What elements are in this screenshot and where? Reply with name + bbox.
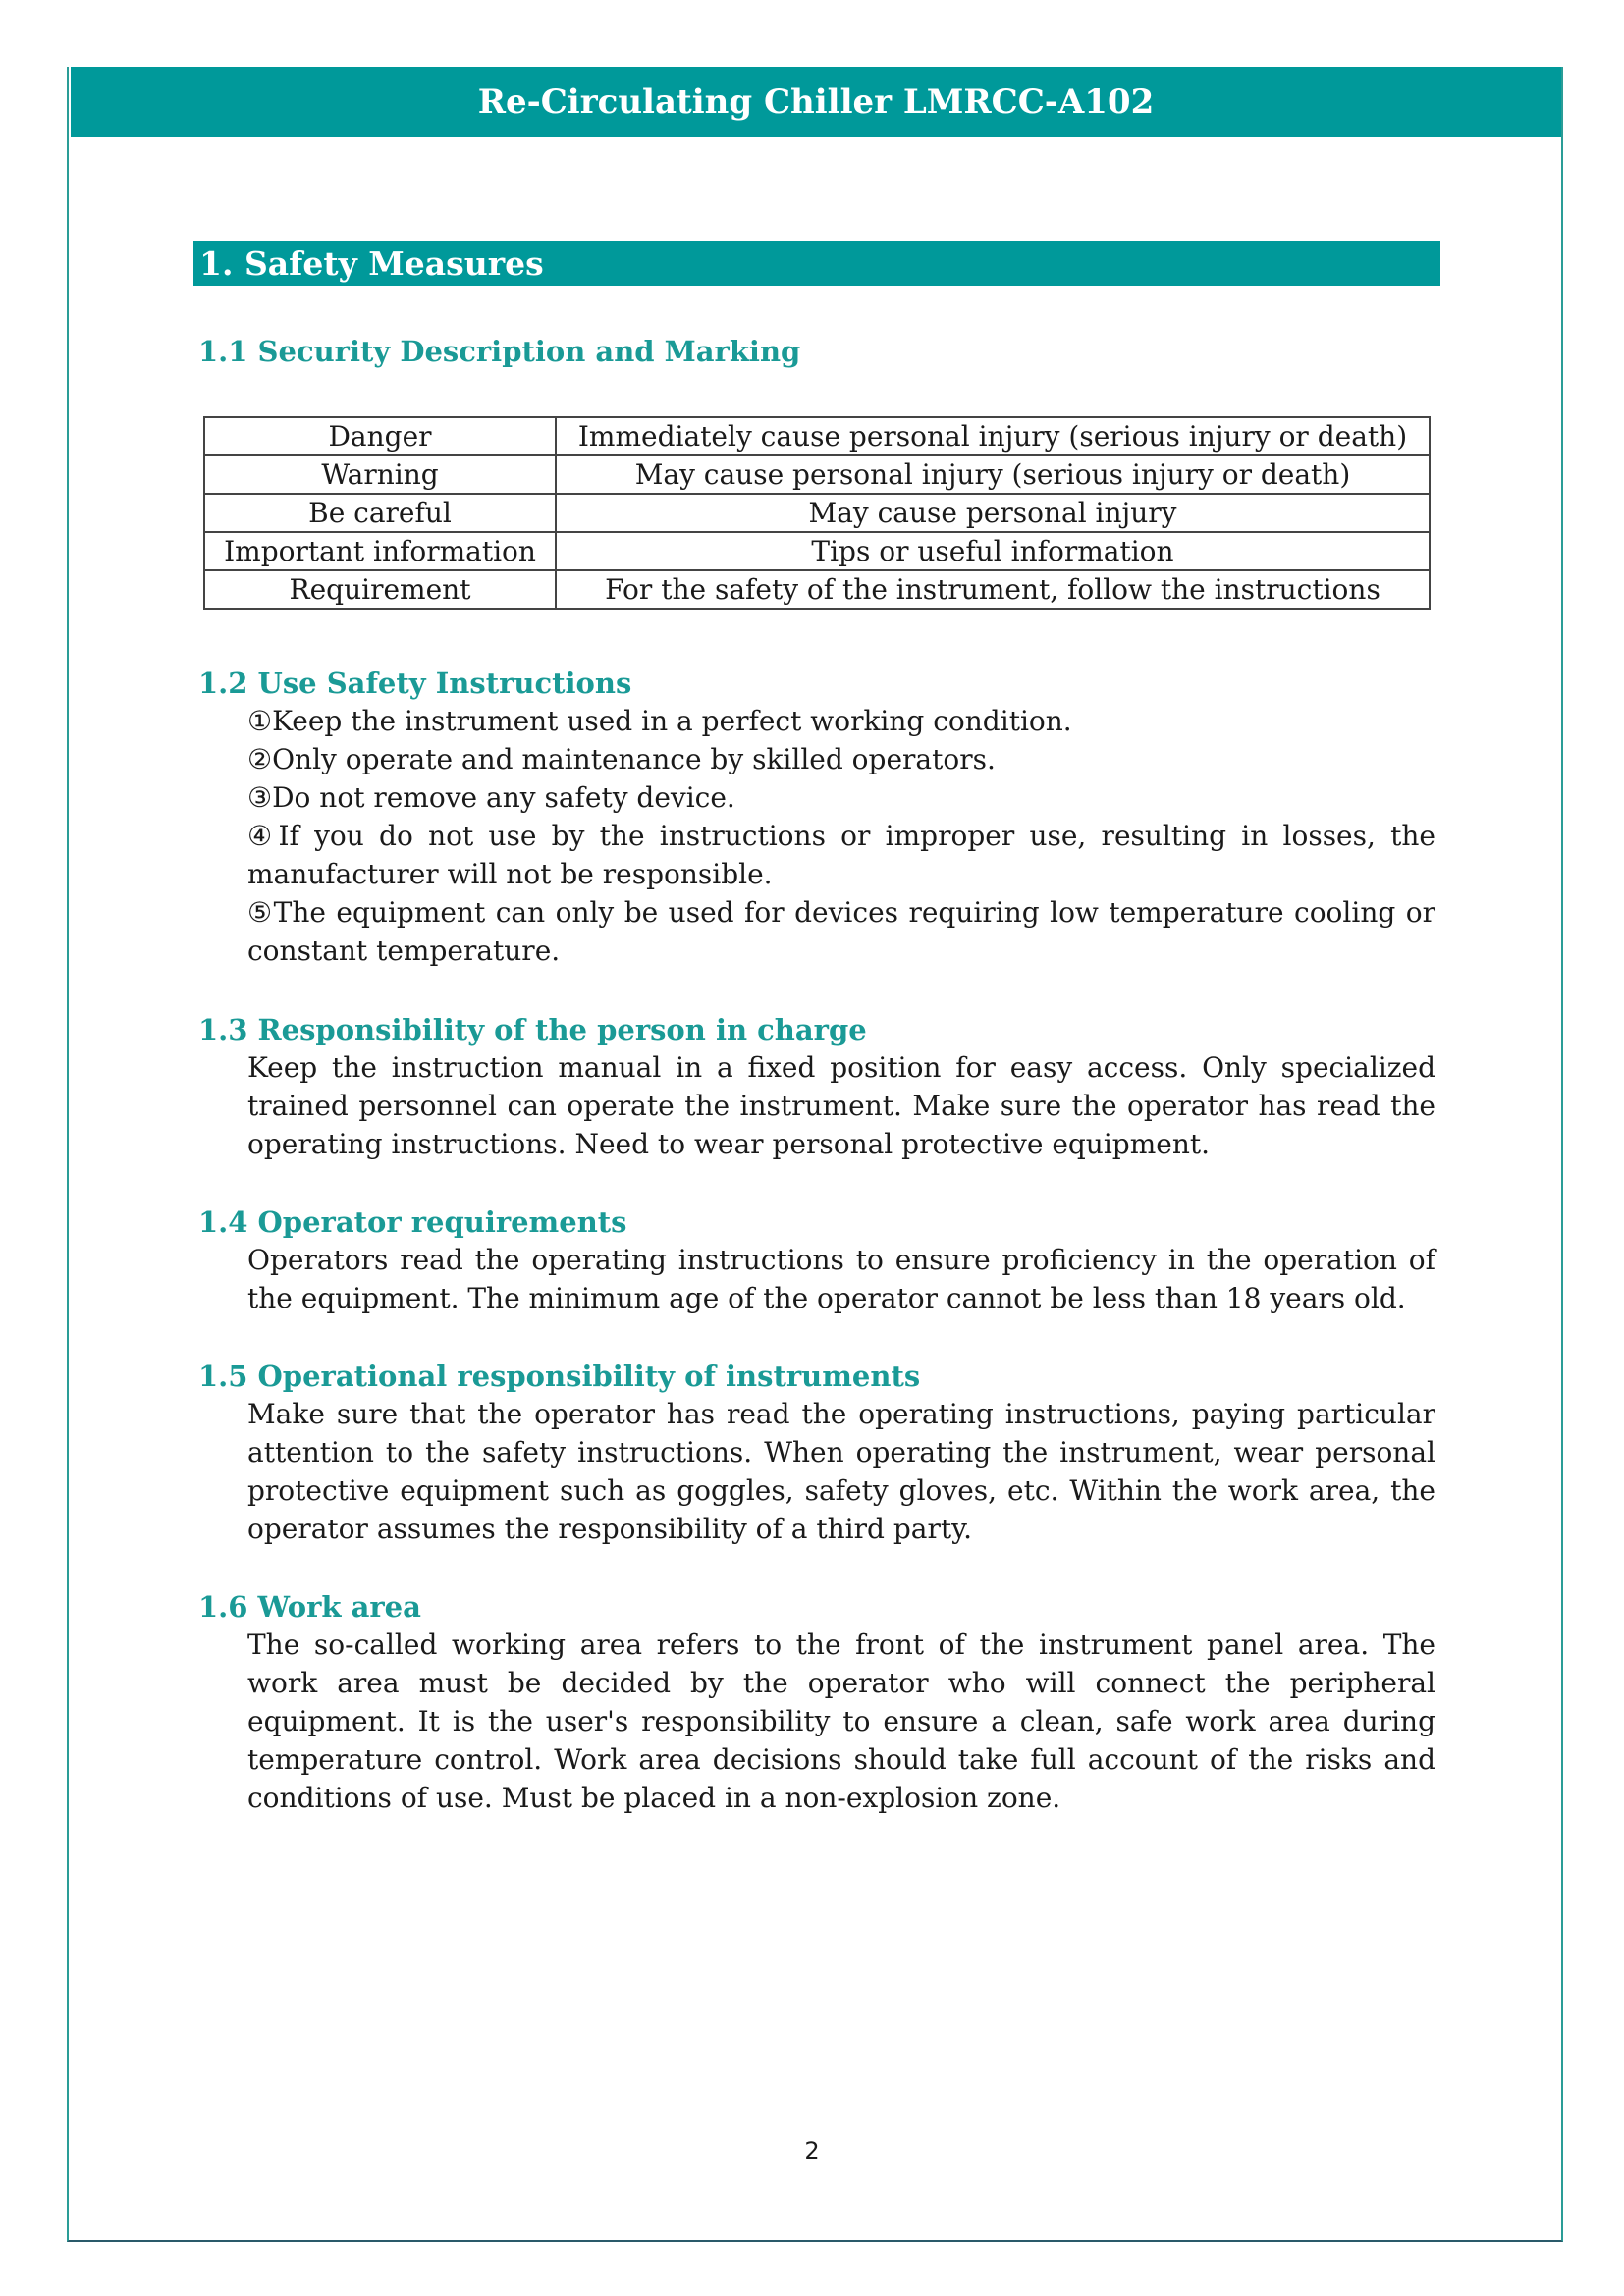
section-title: 1. Safety Measures (193, 241, 1440, 286)
list-item: ④If you do not use by the instructions or improper use, resulting in losses, the manufacturer will not be responsible. (247, 820, 1435, 890)
table-cell-term: Warning (204, 455, 556, 494)
table-cell-meaning: May cause personal injury (556, 494, 1430, 532)
subsection-heading-1-3: 1.3 Responsibility of the person in charge (198, 1013, 867, 1046)
table-row (204, 494, 1430, 532)
safety-instructions-list (247, 702, 1435, 970)
paragraph-1-5: Make sure that the operator has read the operating instructions, paying particular attention to the safety instructions. When operating the instrument, wear personal protective equipment such as goggles, safety gloves, etc. Within the work area, the operator assumes the responsibility of a third party. (247, 1398, 1435, 1545)
table-cell-term: Be careful (204, 494, 556, 532)
subsection-heading-1-5: 1.5 Operational responsibility of instruments (198, 1360, 921, 1393)
list-item: ⑤The equipment can only be used for devices requiring low temperature cooling or constant temperature. (247, 896, 1435, 967)
table-row (204, 455, 1430, 494)
list-item: ①Keep the instrument used in a perfect working condition. (247, 705, 1072, 737)
subsection-heading-1-4: 1.4 Operator requirements (198, 1205, 627, 1239)
table-cell-term: Important information (204, 532, 556, 570)
table-cell-meaning: Immediately cause personal injury (serious injury or death) (556, 417, 1430, 455)
table-row (204, 570, 1430, 609)
marking-table (203, 416, 1431, 610)
page-number: 2 (804, 2137, 820, 2164)
table-cell-term: Danger (204, 417, 556, 455)
paragraph-1-4: Operators read the operating instructions to ensure proficiency in the operation of the equipment. The minimum age of the operator cannot be less than 18 years old. (247, 1244, 1435, 1314)
table-cell-meaning: May cause personal injury (serious injury or death) (556, 455, 1430, 494)
table-cell-meaning: Tips or useful information (556, 532, 1430, 570)
document-title: Re-Circulating Chiller LMRCC-A102 (71, 67, 1561, 137)
subsection-heading-1-2: 1.2 Use Safety Instructions (198, 667, 632, 700)
paragraph-1-3: Keep the instruction manual in a fixed position for easy access. Only specialized trained personnel can operate the instrument. Make sure the operator has read the operating instructions. Need to wear personal protective equipment. (247, 1051, 1435, 1160)
table-row (204, 532, 1430, 570)
list-item: ③Do not remove any safety device. (247, 781, 735, 814)
paragraph-1-6: The so-called working area refers to the front of the instrument panel area. The work area must be decided by the operator who will connect the peripheral equipment. It is the user's responsibility to ensure a clean, safe work area during temperature control. Work area decisions should take full account of the risks and conditions of use. Must be placed in a non-explosion zone. (247, 1629, 1435, 1814)
table-cell-meaning: For the safety of the instrument, follow the instructions (556, 570, 1430, 609)
subsection-heading-1-1: 1.1 Security Description and Marking (198, 335, 801, 368)
table-row (204, 417, 1430, 455)
subsection-heading-1-6: 1.6 Work area (198, 1590, 421, 1624)
list-item: ②Only operate and maintenance by skilled operators. (247, 743, 996, 775)
table-cell-term: Requirement (204, 570, 556, 609)
